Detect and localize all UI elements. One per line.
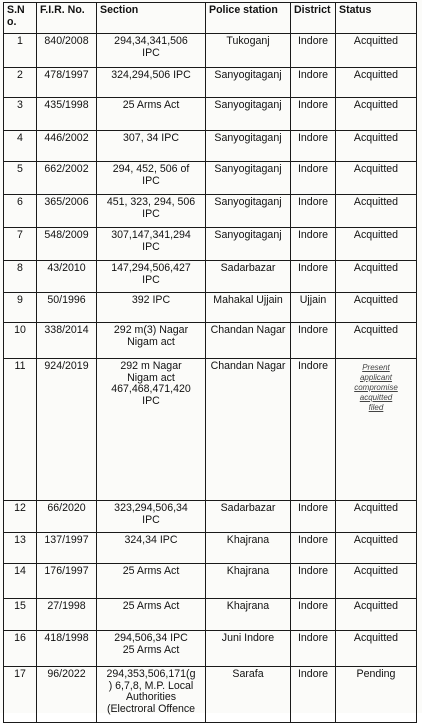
cell-section [97, 599, 206, 631]
section-line: Authorities [125, 691, 177, 703]
cell-status [336, 359, 417, 501]
cell-status: Acquitted [336, 162, 417, 195]
table-row [4, 68, 417, 98]
cell-police-station: Chandan Nagar [206, 323, 291, 359]
cell-section [97, 228, 206, 261]
cell-sno: 9 [4, 293, 37, 323]
table-row [4, 564, 417, 599]
cell-status: Acquitted [336, 533, 417, 564]
section-line: 25 Arms Act [122, 99, 180, 111]
cell-status: Acquitted [336, 131, 417, 162]
cell-district: Indore [291, 599, 336, 631]
cell-sno: 17 [4, 667, 37, 723]
section-line: 451, 323, 294, 506 [106, 196, 196, 208]
cell-police-station: Juni Indore [206, 631, 291, 667]
cell-district: Indore [291, 631, 336, 667]
table-row [4, 599, 417, 631]
handwritten-line: applicant [359, 373, 393, 382]
cell-section [97, 667, 206, 723]
section-line: 294,506,34 IPC [114, 632, 188, 644]
table-row [4, 98, 417, 131]
table-row [4, 533, 417, 564]
section-line: 294,34,341,506 [114, 35, 188, 47]
cell-section [97, 533, 206, 564]
table-row [4, 631, 417, 667]
cell-fir-no: 27/1998 [37, 599, 97, 631]
cell-status: Acquitted [336, 631, 417, 667]
cell-status: Acquitted [336, 293, 417, 323]
cell-police-station: Sadarbazar [206, 261, 291, 293]
cell-district: Indore [291, 228, 336, 261]
section-line: 294,353,506,171(g [106, 668, 196, 680]
table-body [4, 34, 417, 723]
cell-district: Ujjain [291, 293, 336, 323]
cell-district: Indore [291, 34, 336, 68]
section-line: 467,468,471,420 [111, 383, 191, 395]
section-line: IPC [142, 46, 160, 59]
cell-sno: 7 [4, 228, 37, 261]
table-row [4, 501, 417, 533]
cell-police-station: Khajrana [206, 599, 291, 631]
table-row [4, 131, 417, 162]
cell-police-station: Khajrana [206, 564, 291, 599]
table-row [4, 323, 417, 359]
cell-sno: 3 [4, 98, 37, 131]
cell-fir-no: 176/1997 [37, 564, 97, 599]
section-line: 324,34 IPC [124, 534, 178, 546]
table-row [4, 195, 417, 228]
cell-section [97, 293, 206, 323]
header-district: District [291, 3, 336, 34]
cell-district: Indore [291, 261, 336, 293]
cell-sno: 16 [4, 631, 37, 667]
table-row [4, 34, 417, 68]
handwritten-line: filed [368, 403, 384, 412]
cell-district: Indore [291, 501, 336, 533]
section-line: 323,294,506,34 [114, 502, 188, 514]
handwritten-status-note [339, 361, 413, 412]
cell-fir-no: 418/1998 [37, 631, 97, 667]
section-line: 392 IPC [131, 294, 171, 306]
table-row [4, 261, 417, 293]
cell-sno: 6 [4, 195, 37, 228]
cell-sno: 5 [4, 162, 37, 195]
cell-district: Indore [291, 667, 336, 723]
cell-police-station: Tukoganj [206, 34, 291, 68]
cell-district: Indore [291, 162, 336, 195]
cell-status: Acquitted [336, 34, 417, 68]
cell-fir-no: 66/2020 [37, 501, 97, 533]
cell-fir-no: 50/1996 [37, 293, 97, 323]
cell-police-station: Sanyogitaganj [206, 162, 291, 195]
cell-fir-no: 446/2002 [37, 131, 97, 162]
cell-police-station: Sadarbazar [206, 501, 291, 533]
cell-fir-no: 43/2010 [37, 261, 97, 293]
cell-fir-no: 137/1997 [37, 533, 97, 564]
cell-sno: 4 [4, 131, 37, 162]
table-row [4, 162, 417, 195]
cell-fir-no: 662/2002 [37, 162, 97, 195]
handwritten-line: acquitted [359, 393, 393, 402]
section-line: IPC [142, 394, 160, 407]
cell-status: Acquitted [336, 323, 417, 359]
table-row [4, 667, 417, 723]
handwritten-line: compromise [354, 383, 398, 392]
cell-fir-no: 478/1997 [37, 68, 97, 98]
header-sno: S.N o. [4, 3, 37, 34]
cell-status: Acquitted [336, 98, 417, 131]
cell-section [97, 323, 206, 359]
cell-police-station: Sanyogitaganj [206, 68, 291, 98]
section-line: IPC [142, 513, 160, 526]
section-line: IPC [142, 273, 160, 286]
cell-fir-no: 338/2014 [37, 323, 97, 359]
section-line: IPC [142, 174, 160, 187]
cell-status: Pending [336, 667, 417, 723]
cell-district: Indore [291, 359, 336, 501]
header-police-station: Police station [206, 3, 291, 34]
cell-district: Indore [291, 98, 336, 131]
section-line: (Electroral Offence [106, 702, 196, 715]
header-status: Status [336, 3, 417, 34]
cell-section [97, 359, 206, 501]
cell-section [97, 631, 206, 667]
cell-section [97, 131, 206, 162]
table-row [4, 359, 417, 501]
cell-sno: 10 [4, 323, 37, 359]
cell-district: Indore [291, 195, 336, 228]
cell-status: Acquitted [336, 564, 417, 599]
header-section: Section [97, 3, 206, 34]
section-line: 307, 34 IPC [123, 132, 179, 144]
cell-section [97, 501, 206, 533]
cell-fir-no: 924/2019 [37, 359, 97, 501]
handwritten-line: Present [362, 363, 390, 372]
section-line: 292 m Nagar [120, 360, 182, 372]
section-line: 292 m(3) Nagar [113, 324, 189, 336]
section-line: 25 Arms Act [122, 643, 180, 656]
cell-district: Indore [291, 564, 336, 599]
cell-section [97, 162, 206, 195]
cell-section [97, 195, 206, 228]
cell-fir-no: 548/2009 [37, 228, 97, 261]
cell-police-station: Sanyogitaganj [206, 131, 291, 162]
section-line: 307,147,341,294 [111, 229, 191, 241]
cell-district: Indore [291, 131, 336, 162]
section-line: 324,294,506 IPC [111, 69, 191, 81]
cell-sno: 11 [4, 359, 37, 501]
cell-police-station: Sarafa [206, 667, 291, 723]
cell-section [97, 34, 206, 68]
section-line: 147,294,506,427 [111, 262, 191, 274]
cell-sno: 12 [4, 501, 37, 533]
cell-status: Acquitted [336, 501, 417, 533]
cell-district: Indore [291, 533, 336, 564]
table-header-row [4, 3, 417, 34]
cell-police-station: Sanyogitaganj [206, 228, 291, 261]
cell-police-station: Sanyogitaganj [206, 98, 291, 131]
cell-section [97, 98, 206, 131]
cell-sno: 8 [4, 261, 37, 293]
cell-status: Acquitted [336, 228, 417, 261]
cell-section [97, 261, 206, 293]
cell-status: Acquitted [336, 68, 417, 98]
section-line: 25 Arms Act [122, 565, 180, 577]
section-line: Nigam act [127, 371, 175, 384]
section-line: 294, 452, 506 of [112, 163, 190, 175]
section-line: Nigam act [127, 335, 175, 348]
cell-fir-no: 365/2006 [37, 195, 97, 228]
cell-status: Acquitted [336, 261, 417, 293]
section-line: ) 6,7,8, M.P. Local [108, 679, 194, 692]
table-row [4, 293, 417, 323]
section-line: IPC [142, 207, 160, 220]
section-line: 25 Arms Act [122, 600, 180, 612]
cell-fir-no: 96/2022 [37, 667, 97, 723]
header-fir-no: F.I.R. No. [37, 3, 97, 34]
cell-district: Indore [291, 68, 336, 98]
cell-status: Acquitted [336, 599, 417, 631]
cell-sno: 1 [4, 34, 37, 68]
cell-police-station: Mahakal Ujjain [206, 293, 291, 323]
cell-fir-no: 840/2008 [37, 34, 97, 68]
cases-table [3, 2, 417, 723]
cell-sno: 14 [4, 564, 37, 599]
cell-fir-no: 435/1998 [37, 98, 97, 131]
cell-police-station: Chandan Nagar [206, 359, 291, 501]
table-row [4, 228, 417, 261]
cell-status: Acquitted [336, 195, 417, 228]
cell-sno: 13 [4, 533, 37, 564]
cell-sno: 15 [4, 599, 37, 631]
cell-section [97, 564, 206, 599]
cell-police-station: Sanyogitaganj [206, 195, 291, 228]
section-line: IPC [142, 240, 160, 253]
cell-district: Indore [291, 323, 336, 359]
cell-section [97, 68, 206, 98]
cell-sno: 2 [4, 68, 37, 98]
cell-police-station: Khajrana [206, 533, 291, 564]
